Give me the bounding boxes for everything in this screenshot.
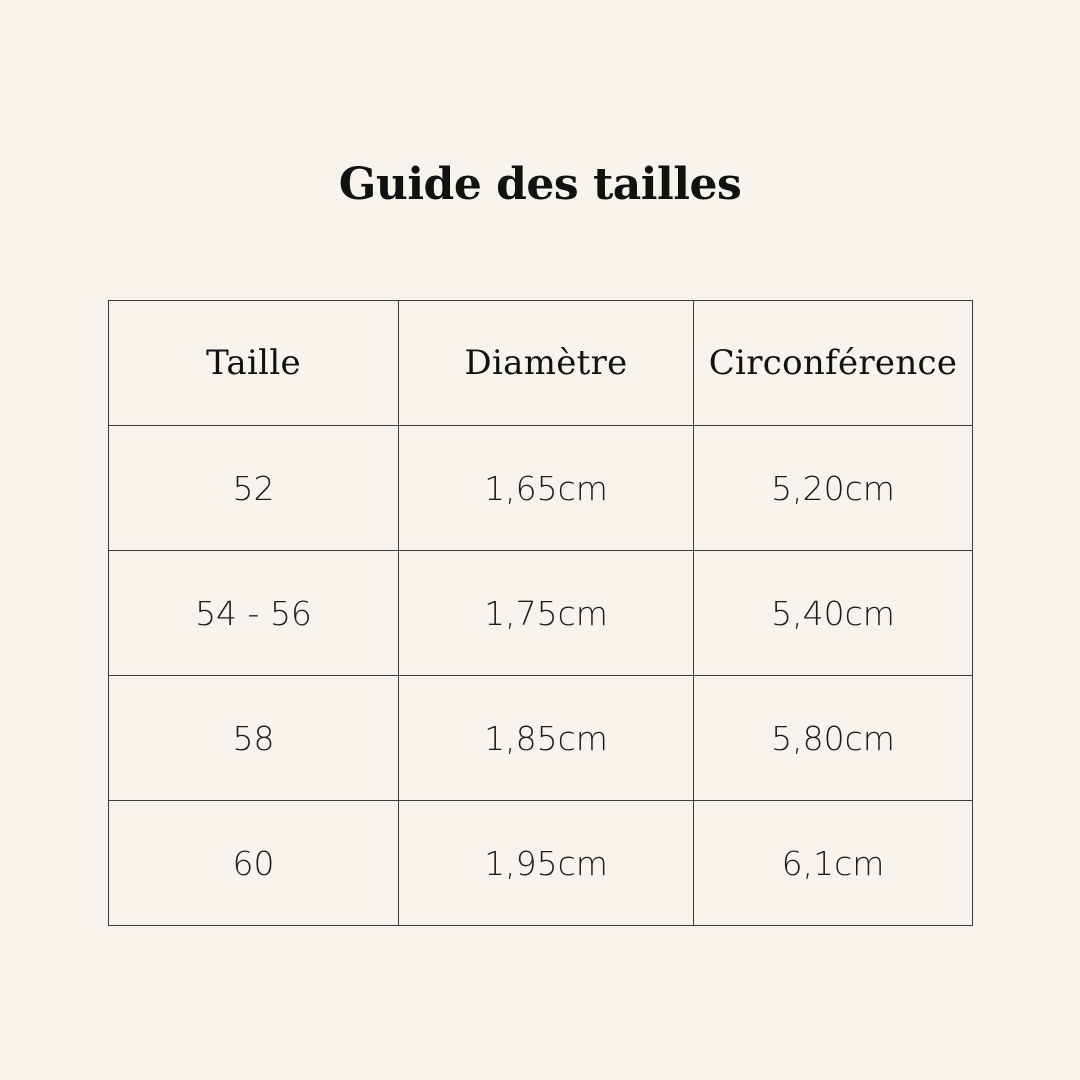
cell-diametre: 1,85cm bbox=[399, 676, 694, 801]
cell-circonference: 6,1cm bbox=[694, 801, 973, 926]
cell-taille: 58 bbox=[109, 676, 399, 801]
cell-circonference: 5,80cm bbox=[694, 676, 973, 801]
cell-taille: 54 - 56 bbox=[109, 551, 399, 676]
cell-taille: 60 bbox=[109, 801, 399, 926]
cell-diametre: 1,75cm bbox=[399, 551, 694, 676]
cell-circonference: 5,20cm bbox=[694, 426, 973, 551]
cell-diametre: 1,65cm bbox=[399, 426, 694, 551]
table-row bbox=[109, 551, 973, 676]
cell-circonference: 5,40cm bbox=[694, 551, 973, 676]
table-header-row bbox=[109, 301, 973, 426]
header-diametre: Diamètre bbox=[399, 301, 694, 426]
table-row bbox=[109, 426, 973, 551]
cell-diametre: 1,95cm bbox=[399, 801, 694, 926]
cell-taille: 52 bbox=[109, 426, 399, 551]
table-row bbox=[109, 676, 973, 801]
header-circonference: Circonférence bbox=[694, 301, 973, 426]
header-taille: Taille bbox=[109, 301, 399, 426]
table-row bbox=[109, 801, 973, 926]
page-title: Guide des tailles bbox=[338, 159, 742, 210]
size-guide-table bbox=[108, 300, 973, 926]
